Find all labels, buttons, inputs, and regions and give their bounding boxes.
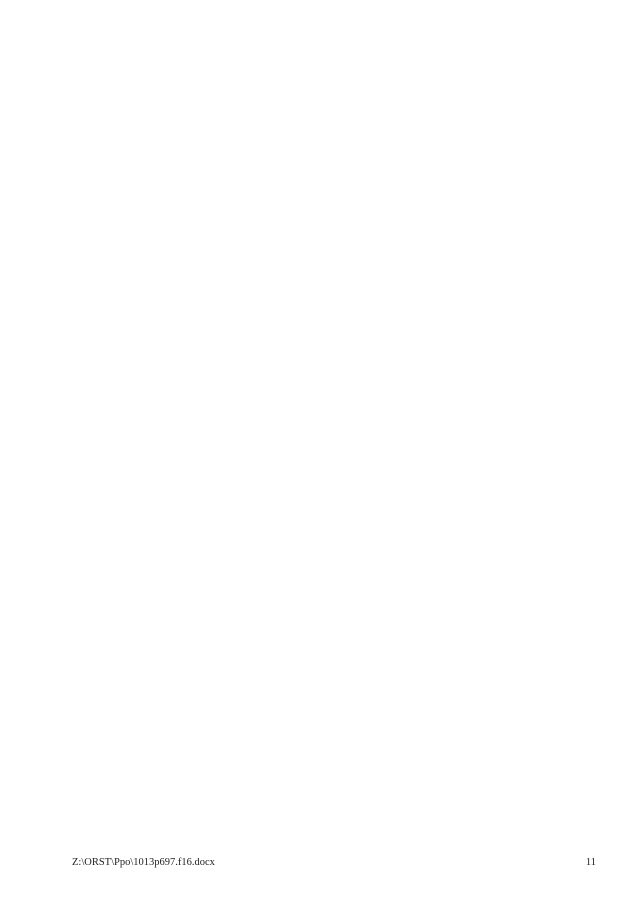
footer-file-path: Z:\ORST\Ppo\1013p697.f16.docx bbox=[72, 857, 215, 868]
page-footer bbox=[72, 857, 596, 871]
page-number: 11 bbox=[585, 857, 596, 868]
